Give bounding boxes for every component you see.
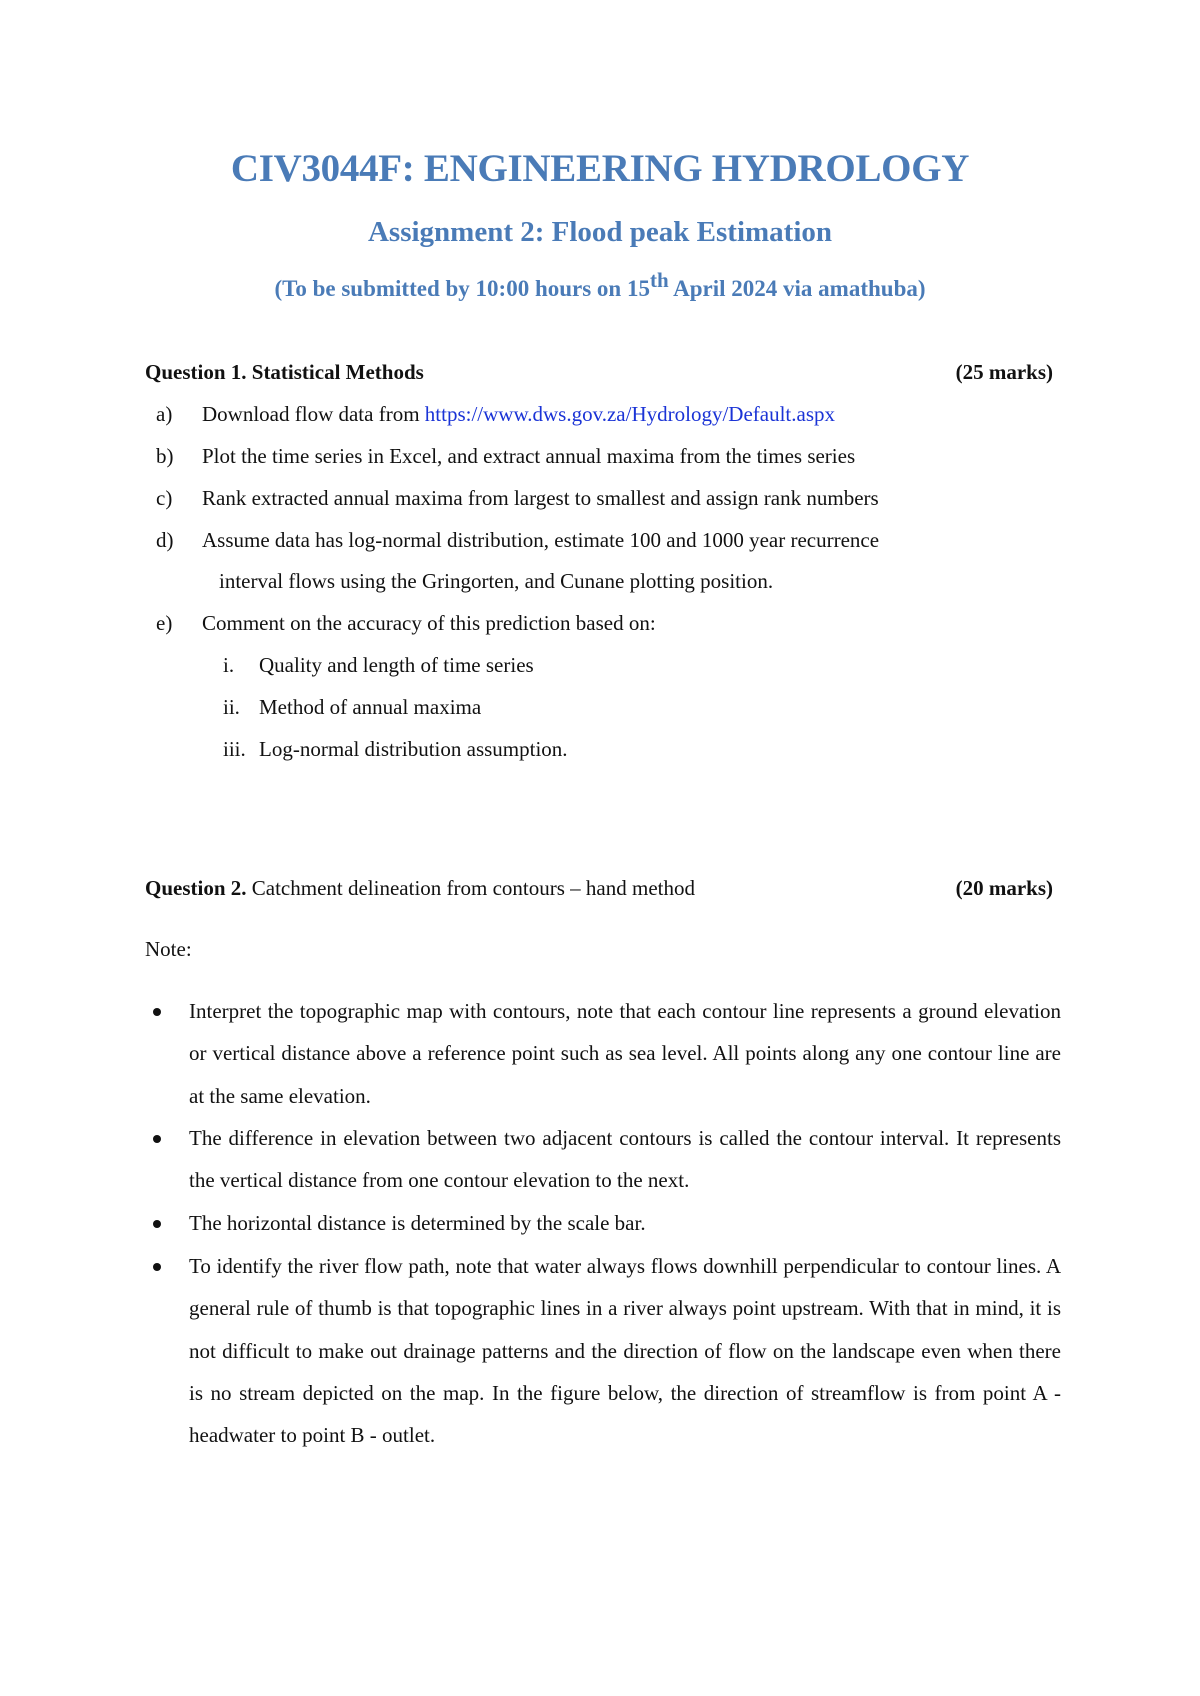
bullet-icon — [153, 1220, 161, 1228]
list-label: a) — [156, 402, 173, 426]
list-label: e) — [156, 611, 173, 635]
deadline-suffix: April 2024 via amathuba) — [668, 276, 926, 301]
note-bullet-2: The difference in elevation between two adjacent contours is called the contour interval. It represents the vertical distance from one contour elevation to the next. — [189, 1126, 1061, 1193]
question-2-heading — [145, 876, 1053, 901]
note-bullet-4: To identify the river flow path, note that water always flows downhill perpendicular to contour lines. A general rule of thumb is that topographic lines in a river always point upstream. With that in mind, it is not difficult to make out drainage patterns and the direction of flow on the landscape even when there is no stream depicted on the map. In the figure below, the direction of streamflow is from point A - headwater to point B - outlet. — [189, 1254, 1061, 1448]
list-text — [202, 402, 835, 427]
sublist-label: ii. — [223, 695, 240, 719]
list-label: b) — [156, 444, 174, 468]
assignment-subtitle: Assignment 2: Flood peak Estimation — [367, 216, 833, 248]
bullet-icon — [153, 1135, 161, 1143]
deadline-ordinal: th — [649, 268, 669, 292]
note-bullet-3: The horizontal distance is determined by the scale bar. — [189, 1211, 646, 1235]
sublist-text: Quality and length of time series — [259, 653, 534, 677]
list-text-a: Download flow data from — [202, 402, 425, 426]
bullet-icon — [153, 1008, 161, 1016]
question-2-number: Question 2. — [145, 876, 247, 900]
question-2-title — [145, 876, 695, 901]
page-title: CIV3044F: ENGINEERING HYDROLOGY — [230, 147, 970, 190]
note-label: Note: — [145, 937, 192, 961]
submission-deadline — [0, 268, 1200, 302]
question-2-topic: Catchment delineation from contours – hand method — [246, 876, 695, 900]
list-label: d) — [156, 528, 174, 552]
list-text: Comment on the accuracy of this prediction based on: — [202, 611, 656, 635]
sublist-text: Log-normal distribution assumption. — [259, 737, 568, 761]
list-label: c) — [156, 486, 173, 510]
list-text: Rank extracted annual maxima from largest to smallest and assign rank numbers — [202, 486, 879, 510]
sublist-label: i. — [223, 653, 235, 677]
question-2-marks: (20 marks) — [955, 876, 1053, 900]
dws-hydrology-link[interactable]: https://www.dws.gov.za/Hydrology/Default.aspx — [424, 402, 835, 426]
question-1-title: Question 1. Statistical Methods — [145, 360, 424, 384]
bullet-icon — [153, 1263, 161, 1271]
list-text: Assume data has log-normal distribution, estimate 100 and 1000 year recurrence — [202, 528, 880, 552]
list-text: Plot the time series in Excel, and extract annual maxima from the times series — [202, 444, 856, 468]
question-1-heading — [145, 360, 1053, 385]
note-bullet-1: Interpret the topographic map with contours, note that each contour line represents a ground elevation or vertical distance above a reference point such as sea level. All points along any one contour line are at the same elevation. — [189, 999, 1061, 1108]
list-item-d-continued: interval flows using the Gringorten, and Cunane plotting position. — [219, 569, 774, 593]
question-1-marks: (25 marks) — [955, 360, 1053, 384]
sublist-label: iii. — [223, 737, 246, 761]
deadline-prefix: (To be submitted by 10:00 hours on 15 — [274, 276, 650, 301]
sublist-text: Method of annual maxima — [259, 695, 482, 719]
